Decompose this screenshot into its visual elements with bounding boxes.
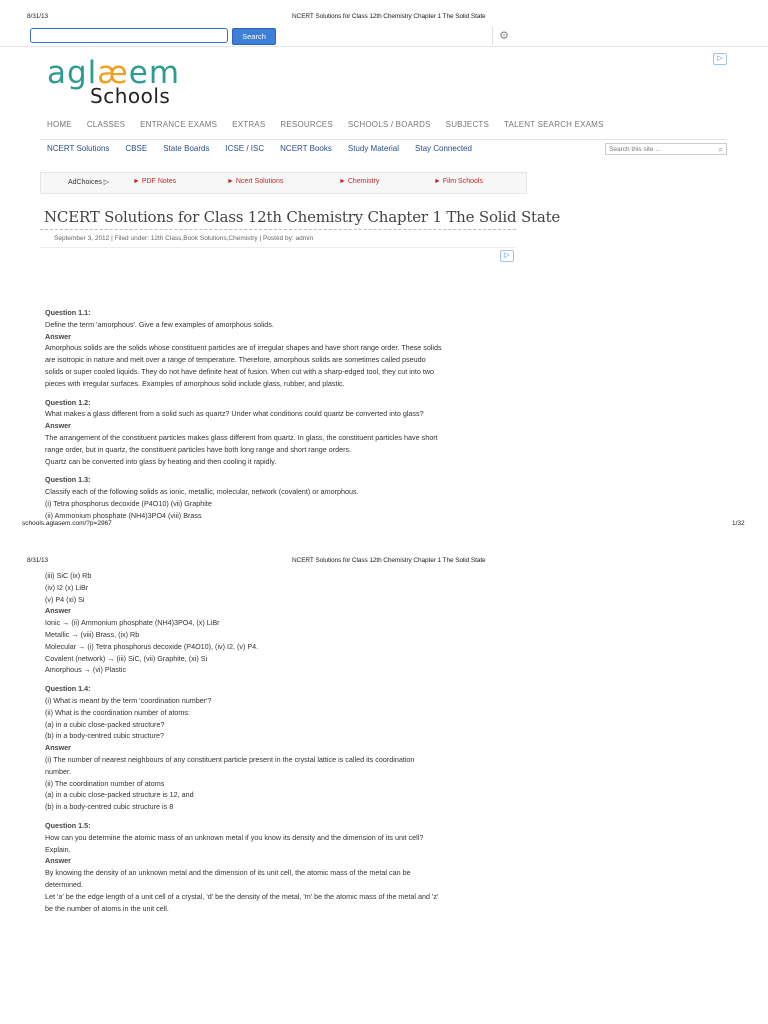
question-label: Question 1.5:	[45, 820, 91, 830]
answer-line: (a) in a cubic close-packed structure is 12, and	[45, 790, 194, 800]
adchoices-label[interactable]: AdChoices ▷	[68, 179, 110, 186]
question-text: (ii) Ammonium phosphate (NH4)3PO4 (viii) Brass	[45, 510, 202, 520]
search-button[interactable]: Search	[232, 28, 276, 45]
answer-line: (ii) The coordination number of atoms	[45, 778, 165, 788]
article-body-page1	[45, 307, 519, 529]
answer-label: Answer	[45, 856, 71, 866]
primary-nav	[47, 120, 619, 129]
article-title: NCERT Solutions for Class 12th Chemistry Chapter 1 The Solid State	[44, 208, 561, 226]
answer-line: pieces with irregular surfaces. Examples of amorphous solid include glass, rubber, and plastic.	[45, 378, 345, 388]
answer-line: By knowing the density of an unknown metal and the dimension of its unit cell, the atomic mass of the metal can be	[45, 868, 411, 878]
answer-line: Molecular → (i) Tetra phosphorus decoxide (P4O10), (iv) I2, (v) P4.	[45, 641, 259, 651]
logo-schools[interactable]: Schools	[90, 84, 171, 108]
question-text: (b) in a body-centred cubic structure?	[45, 731, 165, 741]
question-text: (i) Tetra phosphorus decoxide (P4O10) (vii) Graphite	[45, 498, 212, 508]
question-text: (iii) SiC (ix) Rb	[45, 571, 92, 580]
ad-icon[interactable]: ▷	[500, 250, 514, 262]
article-meta: September 3, 2012 | Filed under: 12th Class,Book Solutions,Chemistry | Posted by: admin	[54, 235, 314, 242]
nav-subjects[interactable]: SUBJECTS	[445, 120, 490, 129]
answer-label: Answer	[45, 743, 71, 753]
answer-line: Ionic → (ii) Ammonium phosphate (NH4)3PO4, (x) LiBr	[45, 618, 220, 628]
print-title: NCERT Solutions for Class 12th Chemistry Chapter 1 The Solid State	[292, 13, 486, 20]
answer-line: The arrangement of the constituent particles makes glass different from quartz. In glass, the constituent particles have short	[45, 432, 438, 442]
question-1-3	[45, 474, 519, 521]
question-label: Question 1.4:	[45, 684, 91, 694]
question-1-5	[45, 820, 519, 914]
question-1-4	[45, 683, 519, 813]
answer-line: solids or super cooled liquids. They do not have definite heat of fusion. When cut with a sharp-edged tool, they cut into two	[45, 366, 435, 376]
title-divider	[40, 229, 516, 230]
nav-state-boards[interactable]: State Boards	[163, 144, 210, 153]
tools-icon[interactable]: ⚙	[492, 27, 515, 45]
logo[interactable]: aglæem	[47, 55, 181, 91]
question-1-3-continued	[45, 570, 519, 676]
answer-label: Answer	[45, 331, 71, 341]
ad-link-ncert-solutions[interactable]: ► Ncert Solutions	[227, 178, 284, 185]
nav-ncert-solutions[interactable]: NCERT Solutions	[47, 144, 110, 153]
print-title-page2: NCERT Solutions for Class 12th Chemistry Chapter 1 The Solid State	[292, 557, 486, 564]
question-text: How can you determine the atomic mass of an unknown metal if you know its density and the dimension of its unit cell?	[45, 832, 424, 842]
nav-resources[interactable]: RESOURCES	[280, 120, 333, 129]
answer-label: Answer	[45, 421, 71, 431]
nav-icse-isc[interactable]: ICSE / ISC	[225, 144, 265, 153]
footer-page: 1/32	[732, 520, 745, 527]
print-date-page2: 8/31/13	[27, 557, 48, 564]
adchoices-icon[interactable]: ▷	[713, 53, 727, 65]
question-1-2	[45, 397, 519, 468]
question-text: (v) P4 (xi) Si	[45, 594, 85, 604]
nav-classes[interactable]: CLASSES	[86, 120, 126, 129]
nav-ncert-books[interactable]: NCERT Books	[280, 144, 332, 153]
answer-line: number.	[45, 766, 71, 776]
answer-line: be the number of atoms in the unit cell.	[45, 903, 169, 913]
nav-stay-connected[interactable]: Stay Connected	[415, 144, 472, 153]
answer-line: Covalent (network) → (iii) SiC, (vii) Graphite, (xi) Si	[45, 653, 208, 663]
answer-line: Quartz can be converted into glass by heating and then cooling it rapidly.	[45, 456, 277, 466]
answer-line: range order, but in quartz, the constituent particles have both long range and short range orders.	[45, 444, 352, 454]
answer-line: determined.	[45, 879, 83, 889]
print-date: 8/31/13	[27, 13, 48, 20]
ad-link-film-schools[interactable]: ► Film Schools	[434, 178, 483, 185]
secondary-nav	[47, 144, 488, 153]
question-text: Explain.	[45, 844, 71, 854]
answer-line: (i) The number of nearest neighbours of any constituent particle present in the crystal lattice is called its coordination	[45, 754, 415, 764]
meta-divider	[40, 247, 516, 248]
ad-links-bar	[40, 172, 527, 194]
nav-divider	[40, 139, 728, 140]
search-icon[interactable]: ⌕	[718, 145, 723, 154]
question-text: Classify each of the following solids as ionic, metallic, molecular, network (covalent) or amorphous.	[45, 487, 359, 497]
answer-line: Metallic → (viii) Brass, (ix) Rb	[45, 629, 140, 639]
ad-link-chemistry[interactable]: ► Chemistry	[339, 178, 380, 185]
question-1-1	[45, 307, 519, 390]
nav-extras[interactable]: EXTRAS	[232, 120, 266, 129]
question-text: (iv) I2 (x) LiBr	[45, 582, 89, 592]
question-text: (i) What is meant by the term 'coordination number'?	[45, 695, 212, 705]
search-input[interactable]	[30, 28, 228, 43]
site-search-input[interactable]	[605, 143, 727, 155]
footer-url: schools.aglasem.com/?p=2967	[22, 520, 112, 527]
question-label: Question 1.1:	[45, 308, 91, 317]
answer-line: (b) in a body-centred cubic structure is 8	[45, 802, 174, 812]
answer-label: Answer	[45, 606, 71, 616]
site-search-placeholder: Search this site ...	[609, 146, 661, 153]
answer-line: Let 'a' be the edge length of a unit cell of a crystal, 'd' be the density of the metal, 'm' be the atomic mass of the metal and 'z'	[45, 891, 439, 901]
nav-cbse[interactable]: CBSE	[125, 144, 148, 153]
nav-talent-search[interactable]: TALENT SEARCH EXAMS	[504, 120, 604, 129]
toolbar-divider	[0, 46, 768, 47]
answer-line: Amorphous → (vi) Plastic	[45, 665, 127, 675]
question-text: Define the term 'amorphous'. Give a few examples of amorphous solids.	[45, 319, 274, 329]
question-text: (a) in a cubic close-packed structure?	[45, 719, 165, 729]
nav-entrance-exams[interactable]: ENTRANCE EXAMS	[140, 120, 218, 129]
question-label: Question 1.3:	[45, 475, 91, 485]
ad-link-pdf-notes[interactable]: ► PDF Notes	[133, 178, 177, 185]
question-text: (ii) What is the coordination number of atoms:	[45, 707, 191, 717]
nav-schools-boards[interactable]: SCHOOLS / BOARDS	[347, 120, 431, 129]
question-label: Question 1.2:	[45, 397, 91, 407]
answer-line: Amorphous solids are the solids whose constituent particles are of irregular shapes and have short range order. These solids	[45, 343, 442, 353]
answer-line: are isotropic in nature and melt over a range of temperature. Therefore, amorphous solids are sometimes called pseudo	[45, 355, 426, 365]
article-body-page2	[45, 570, 519, 921]
nav-study-material[interactable]: Study Material	[347, 144, 400, 153]
question-text: What makes a glass different from a solid such as quartz? Under what conditions could quartz be converted into glass?	[45, 409, 424, 419]
nav-home[interactable]: HOME	[47, 120, 72, 129]
